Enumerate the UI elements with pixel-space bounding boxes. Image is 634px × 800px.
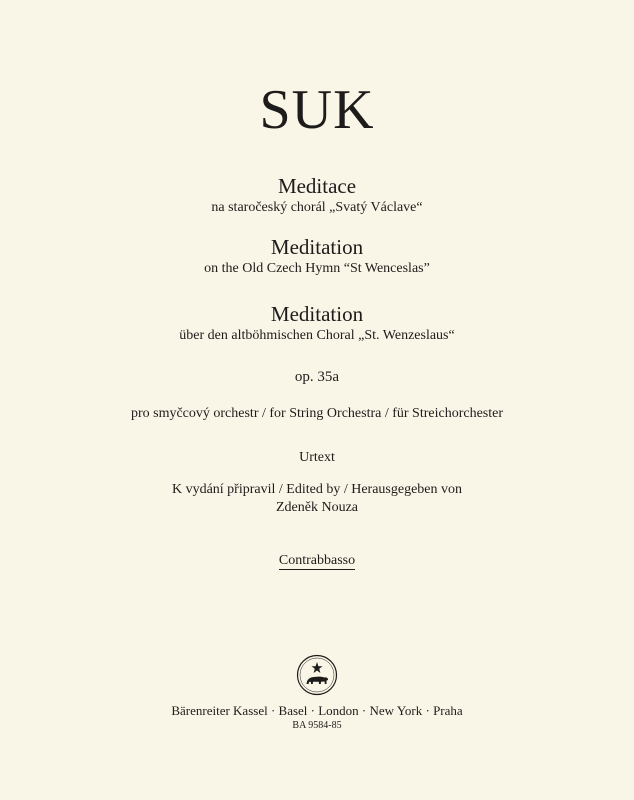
catalog-number: BA 9584-85 <box>292 720 342 731</box>
subtitle-czech: na staročeský chorál „Svatý Václave“ <box>211 200 423 215</box>
title-english: Meditation <box>270 235 364 259</box>
subtitle-german: über den altböhmischen Choral „St. Wenzeslaus“ <box>179 328 455 343</box>
composer-name: SUK <box>259 79 375 141</box>
edition-type: Urtext <box>299 450 335 465</box>
logo-svg <box>296 654 338 696</box>
editor-name: Zdeněk Nouza <box>275 500 359 515</box>
title-german: Meditation <box>270 302 364 326</box>
baerenreiter-bear-logo-icon <box>296 654 338 696</box>
subtitle-english: on the Old Czech Hymn “St Wenceslas” <box>204 261 430 276</box>
publisher-imprint: Bärenreiter Kassel · Basel · London · New York · Praha <box>171 703 463 718</box>
editor-label: K vydání připravil / Edited by / Herausgegeben von <box>171 482 463 497</box>
part-name <box>0 554 634 568</box>
instrumentation: pro smyčcový orchestr / for String Orchestra / für Streichorchester <box>130 406 504 421</box>
title-czech: Meditace <box>277 174 357 198</box>
opus-number: op. 35a <box>294 369 340 385</box>
part-label: Contrabbasso <box>278 553 356 568</box>
